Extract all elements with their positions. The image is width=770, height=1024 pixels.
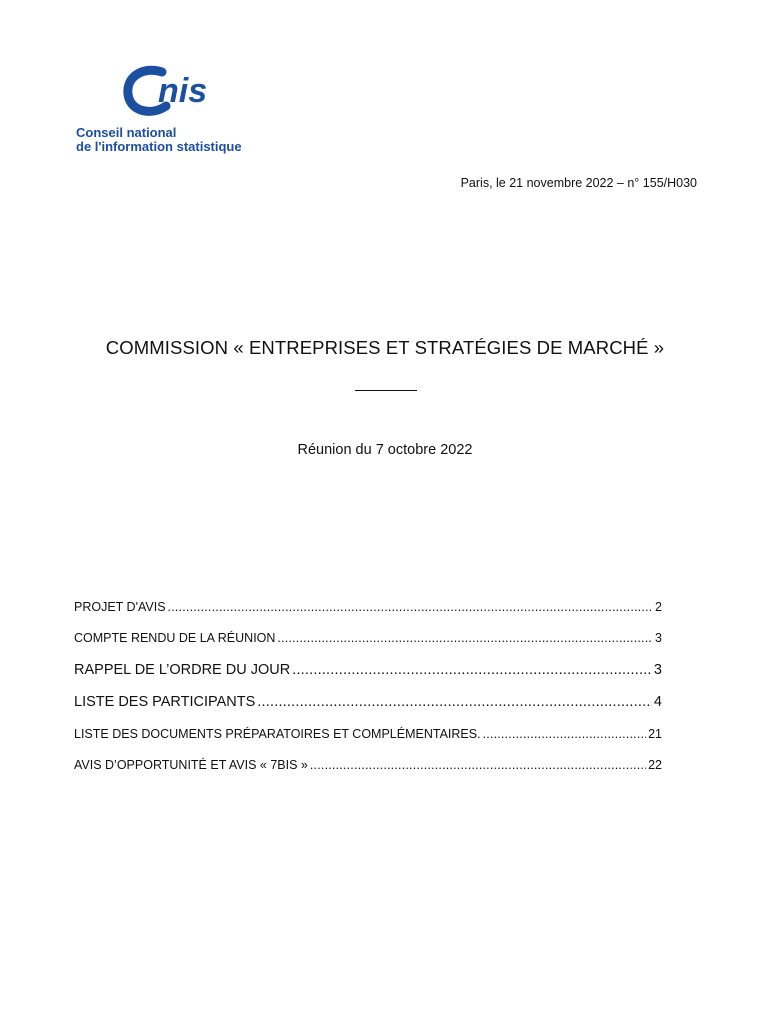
toc-item-label: PROJET D'AVIS: [74, 600, 166, 614]
toc-leader-dots: [257, 694, 652, 710]
toc-leader-dots: [483, 727, 647, 741]
logo-text-line-2: de l'information statistique: [76, 139, 242, 154]
toc-item-label: COMPTE RENDU DE LA RÉUNION: [74, 631, 276, 645]
toc-item-page: 2: [655, 600, 662, 614]
toc-item-label: LISTE DES PARTICIPANTS: [74, 694, 256, 710]
cnis-logo: [74, 64, 264, 160]
cnis-logo-mark: [122, 64, 272, 120]
toc-item-label: LISTE DES DOCUMENTS PRÉPARATOIRES ET COMPLÉMENTAIRES.: [74, 727, 481, 741]
date-reference: Paris, le 21 novembre 2022 – n° 155/H030: [460, 176, 697, 190]
toc-item[interactable]: [74, 600, 662, 614]
meeting-date: Réunion du 7 octobre 2022: [297, 442, 473, 458]
toc-item-page: 3: [653, 662, 662, 678]
toc-item-label: RAPPEL DE L’ORDRE DU JOUR: [74, 662, 291, 678]
toc-item[interactable]: [74, 758, 662, 772]
toc-item-page: 4: [653, 694, 662, 710]
title-divider: [355, 390, 417, 391]
toc-item[interactable]: [74, 631, 662, 645]
toc-item-page: 21: [648, 727, 662, 741]
logo-text-line-1: Conseil national: [76, 125, 177, 140]
toc-item[interactable]: [74, 694, 662, 710]
toc-item[interactable]: [74, 662, 662, 678]
toc-item-label: AVIS D’OPPORTUNITÉ ET AVIS « 7BIS »: [74, 758, 308, 772]
toc-leader-dots: [310, 758, 646, 772]
document-title: COMMISSION « ENTREPRISES ET STRATÉGIES DE MARCHÉ »: [105, 337, 665, 358]
toc-leader-dots: [277, 631, 653, 645]
toc-item[interactable]: [74, 727, 662, 741]
toc-leader-dots: [168, 600, 654, 614]
svg-text:nis: nis: [158, 72, 208, 110]
toc-leader-dots: [292, 662, 652, 678]
toc-item-page: 22: [648, 758, 662, 772]
toc-item-page: 3: [655, 631, 662, 645]
